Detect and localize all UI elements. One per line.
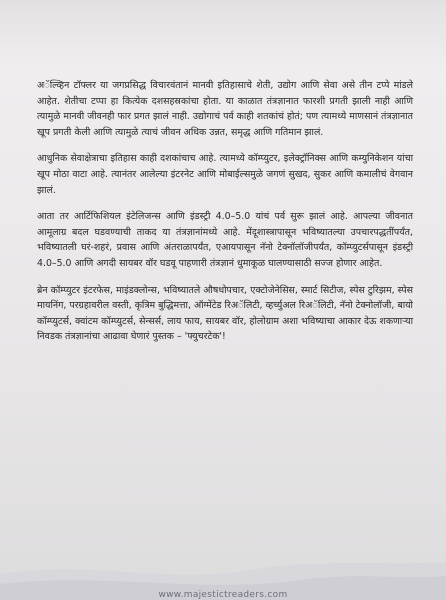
top-shade [0, 0, 446, 70]
blurb-paragraph-4: ब्रेन कॉम्प्युटर इंटरफेस, माइंडक्लोन्स, भविष्यातले औषधोपचार, एक्टोजेनेसिस, स्मार्ट सिटीज, स्पेस टुरिझम, स्पेस मायनिंग, परग्रहावरील वस्ती, कृत्रिम बुद्धिमत्ता, ऑग्मेंटेड रिअॅलिटी, व्हर्च्युअल रिअॅलिटी, नॅनो टेक्नोलॉजी, बायो कॉम्प्युटर्स, क्वांटम कॉम्प्युटर्स, सेन्सर्स, लाय फाय, सायबर वॉर, होलोग्राम अशा भविष्याचा आकार देऊ शकणाऱ्या निवडक तंत्रज्ञानांचा आढावा घेणारं पुस्तक – 'फ्युचरटेक'! [37, 284, 413, 343]
blurb-paragraph-1: अॅल्व्हिन टॉफ्लर या जगप्रसिद्ध विचारवंतानं मानवी इतिहासाचे शेती, उद्योग आणि सेवा असे तीन टप्पे मांडले आहेत. शेतीचा टप्पा हा कित्येक दशसहस्रकांचा होता. या काळात तंत्रज्ञानात फारशी प्रगती झाली नाही आणि त्यामुळे मानवी जीवनही फार प्रगत झालं नाही. उद्योगाचं पर्व काही शतकांचं होतं; पण त्यामध्ये माणसानं तंत्रज्ञानात खूप प्रगती केली आणि त्यामुळे त्याचं जीवन अधिक उन्नत, समृद्ध आणि गतिमान झालं. [37, 80, 413, 138]
blurb-paragraph-2: आधुनिक सेवाक्षेत्राचा इतिहास काही दशकांचाच आहे. त्यामध्ये कॉम्प्युटर, इलेक्ट्रॉनिक्स आणि कम्युनिकेशन यांचा खूप मोठा वाटा आहे. त्यानंतर आलेल्या इंटरनेट आणि मोबाईल्समुळे जगणं सुखद, सुकर आणि कमालीचं वेगवान झालं. [37, 153, 413, 196]
blurb-paragraph-3: आता तर आर्टिफिशियल इंटेलिजन्स आणि इंडस्ट्री 4.0–5.0 यांचं पर्व सुरू झालं आहे. आपल्या जीवनात आमूलाग्र बदल घडवण्याची ताकद या तंत्रज्ञानांमध्ये आहे. मेंदूशास्त्रापासून भविष्यातल्या उपचारपद्धतींपर्यंत, भविष्यातली घरं-शहरं, प्रवास आणि अंतराळापर्यंत, एआयपासून नॅनो टेक्नॉलॉजीपर्यंत, कॉम्प्युटर्सपासून इंडस्ट्री 4.0–5.0 आणि अगदी सायबर वॉर घडवू पाहणारी तंत्रज्ञानं धुमाकूळ घालण्यासाठी सज्ज होणार आहेत. [37, 211, 413, 269]
publisher-url[interactable]: www.majestictreaders.com [158, 590, 288, 600]
blurb-text [37, 78, 413, 356]
